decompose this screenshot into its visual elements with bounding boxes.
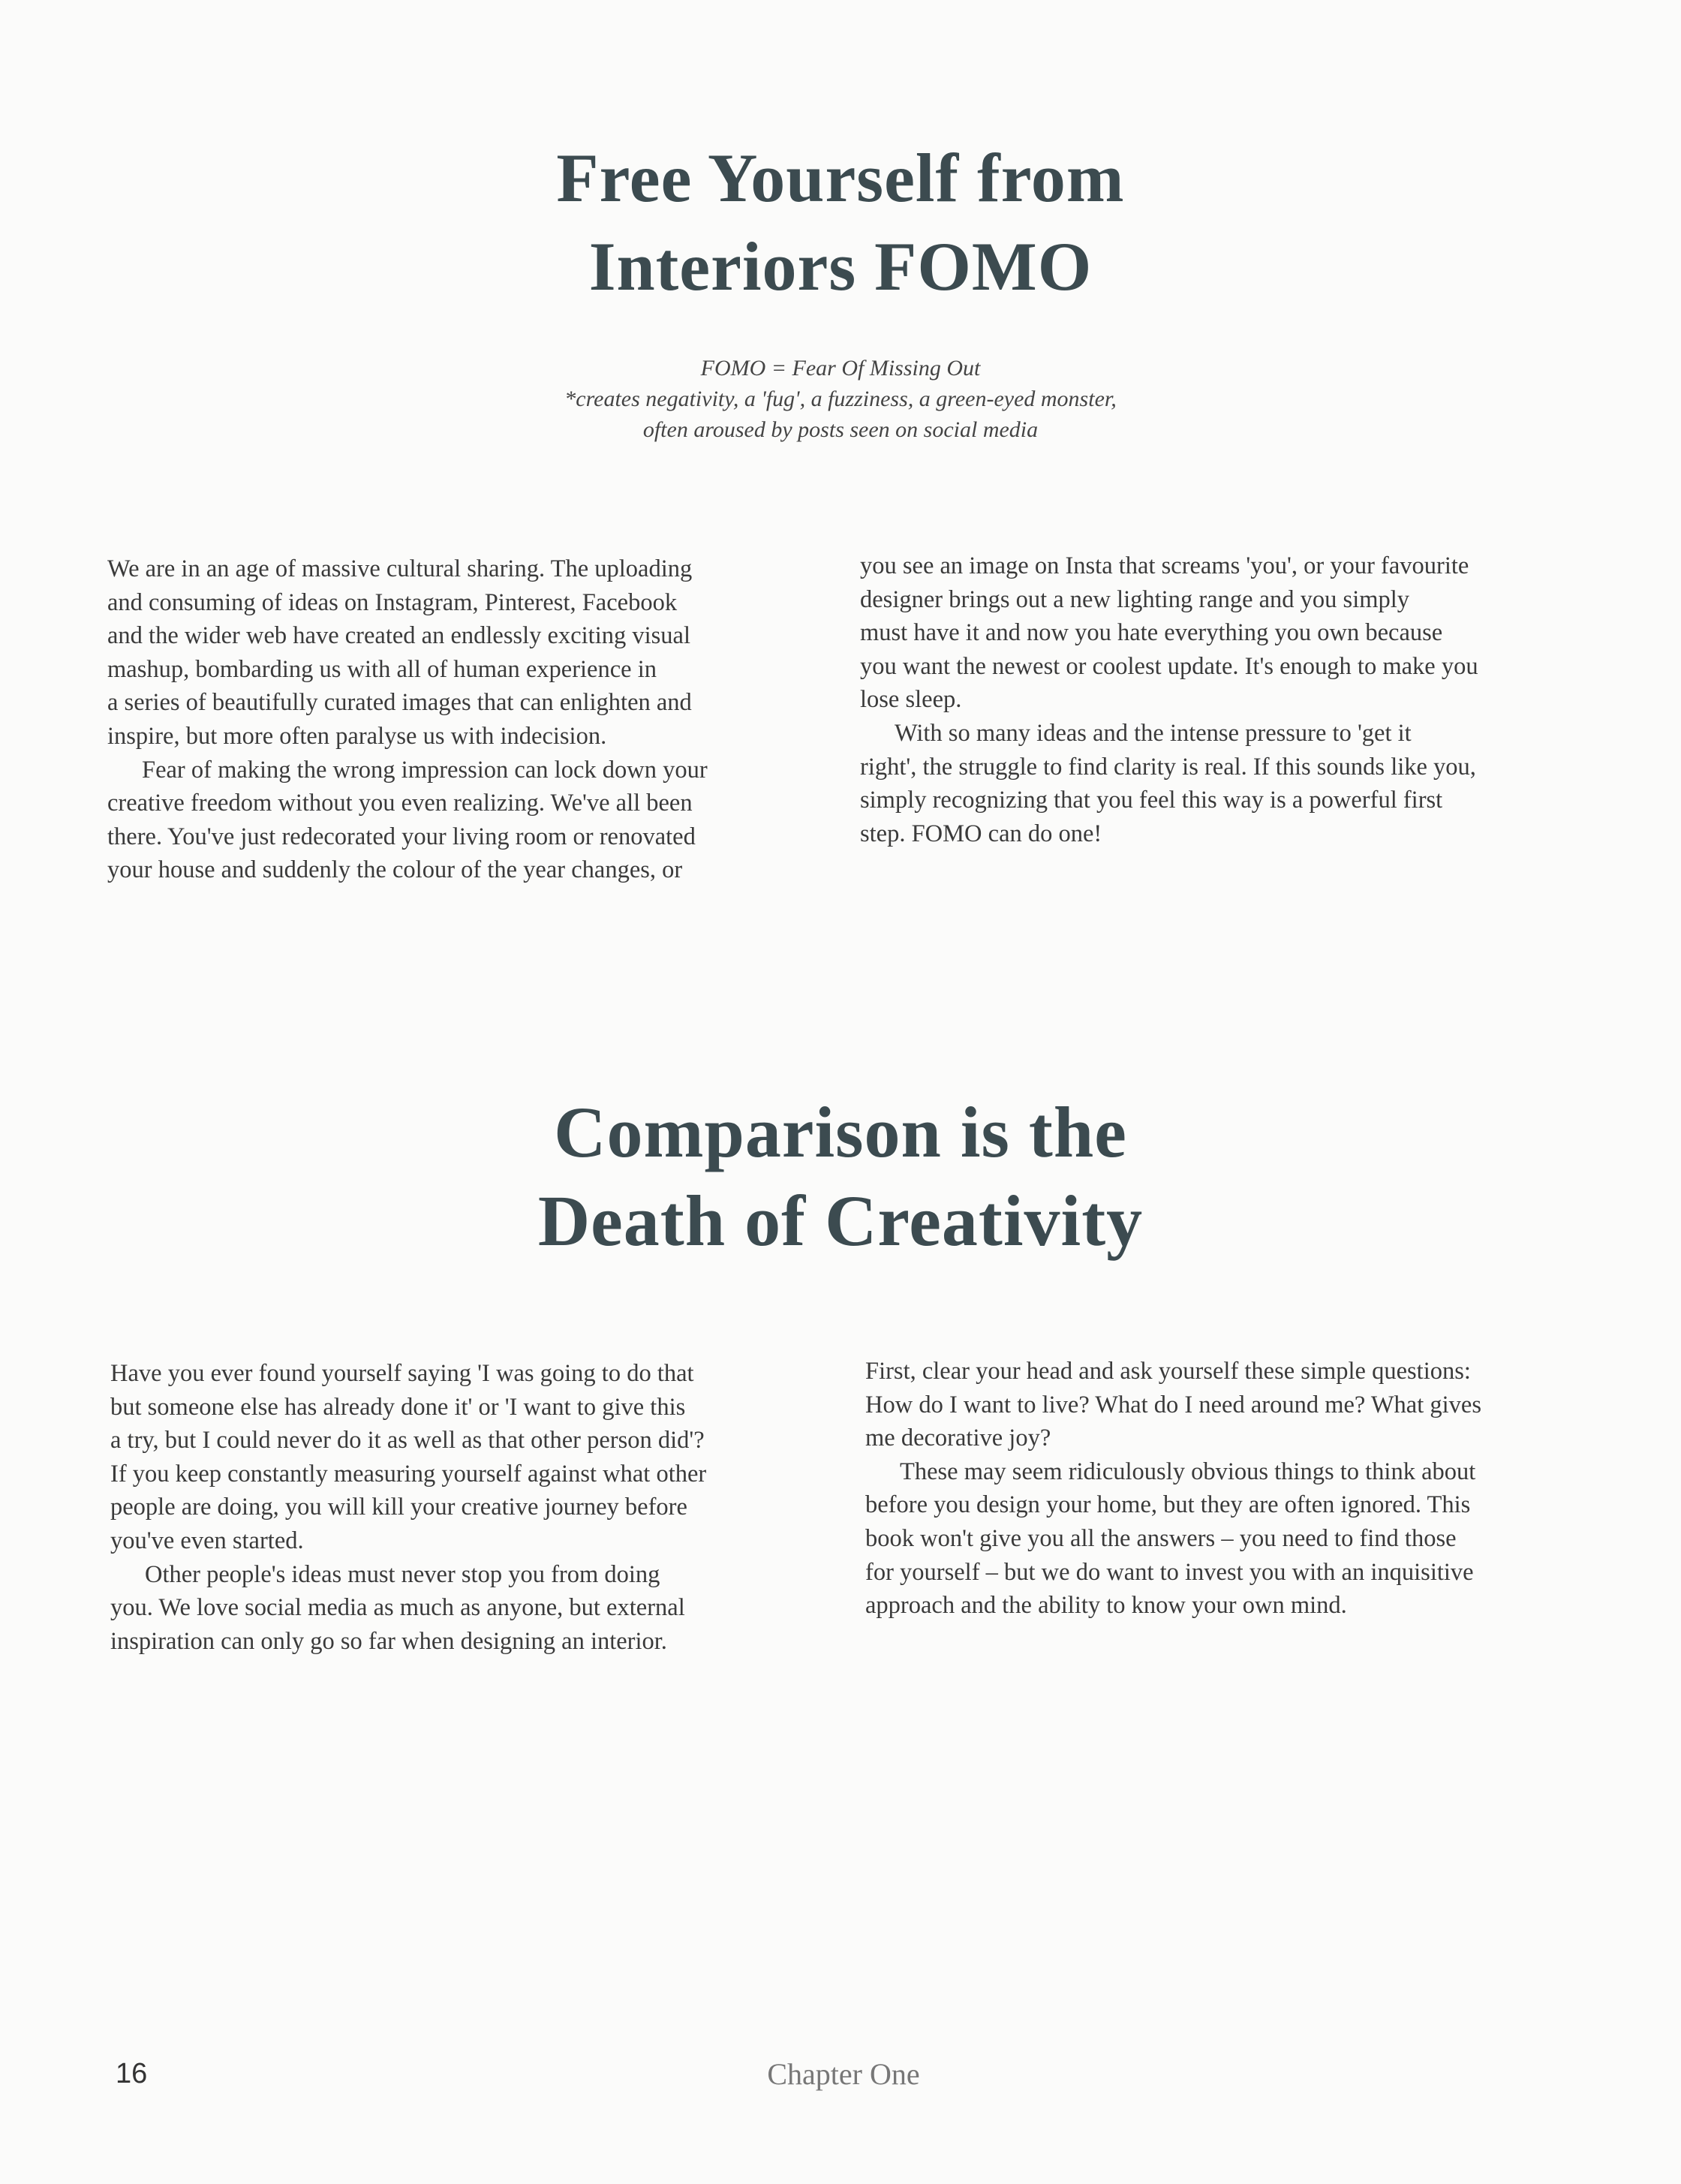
section2-right-column [865,1355,1541,1623]
text-line: you see an image on Insta that screams 'you', or your favourite [860,552,1469,579]
text-line: inspire, but more often paralyse us with indecision. [107,722,607,750]
section-title-comparison [0,1088,1681,1265]
section1-left-column [107,552,783,887]
text-line: These may seem ridiculously obvious things to think about [900,1458,1476,1485]
text-line: you want the newest or coolest update. It's enough to make you [860,652,1478,680]
text-line: me decorative joy? [865,1424,1051,1452]
title-line: Free Yourself from [556,140,1125,216]
text-line: and consuming of ideas on Instagram, Pinterest, Facebook [107,588,678,616]
text-line: step. FOMO can do one! [860,820,1102,847]
subtitle-line: *creates negativity, a 'fug', a fuzziness, a green-eyed monster, [564,387,1117,411]
text-line: for yourself – but we do want to invest you with an inquisitive [865,1558,1474,1586]
text-line: right', the struggle to find clarity is real. If this sounds like you, [860,753,1476,781]
section2-left-column [110,1357,786,1658]
section1-right-column [860,549,1535,850]
title-line: Comparison is the [554,1092,1127,1172]
text-line: people are doing, you will kill your creative journey before [110,1494,687,1521]
text-line: book won't give you all the answers – you need to find those [865,1524,1457,1552]
subtitle-line: often aroused by posts seen on social media [642,417,1039,442]
text-line: We are in an age of massive cultural sharing. The uploading [107,555,693,582]
section-title-fomo [0,134,1681,311]
text-line: and the wider web have created an endlessly exciting visual [107,622,691,650]
text-line: you've even started. [110,1527,304,1554]
fomo-definition [0,353,1681,445]
text-line: but someone else has already done it' or 'I want to give this [110,1393,686,1421]
text-line: simply recognizing that you feel this way is a powerful first [860,787,1443,814]
text-line: must have it and now you hate everything you own because [860,619,1443,647]
text-line: your house and suddenly the colour of the year changes, or [107,856,683,884]
text-line: a series of beautifully curated images that can enlighten and [107,689,692,717]
text-line: First, clear your head and ask yourself these simple questions: [865,1358,1471,1385]
text-line: Fear of making the wrong impression can lock down your [142,756,708,784]
text-line: a try, but I could never do it as well as that other person did'? [110,1427,705,1454]
text-line: you. We love social media as much as anyone, but external [110,1594,685,1622]
chapter-label: Chapter One [767,2057,920,2091]
text-line: mashup, bombarding us with all of human experience in [107,655,657,683]
text-line: If you keep constantly measuring yourself against what other [110,1460,707,1488]
subtitle-line: FOMO = Fear Of Missing Out [700,356,981,381]
title-line: Death of Creativity [537,1181,1144,1261]
text-line: Other people's ideas must never stop you from doing [145,1560,660,1588]
page-number: 16 [116,2058,148,2089]
text-line: before you design your home, but they are often ignored. This [865,1491,1471,1519]
text-line: How do I want to live? What do I need around me? What gives [865,1391,1481,1418]
text-line: inspiration can only go so far when designing an interior. [110,1627,667,1655]
text-line: approach and the ability to know your own mind. [865,1592,1347,1620]
text-line: Have you ever found yourself saying 'I was going to do that [110,1360,694,1387]
text-line: there. You've just redecorated your living room or renovated [107,823,696,850]
text-line: creative freedom without you even realizing. We've all been [107,790,693,817]
text-line: designer brings out a new lighting range and you simply [860,585,1410,613]
text-line: With so many ideas and the intense pressure to 'get it [895,719,1412,747]
text-line: lose sleep. [860,686,962,714]
title-line: Interiors FOMO [588,228,1093,305]
